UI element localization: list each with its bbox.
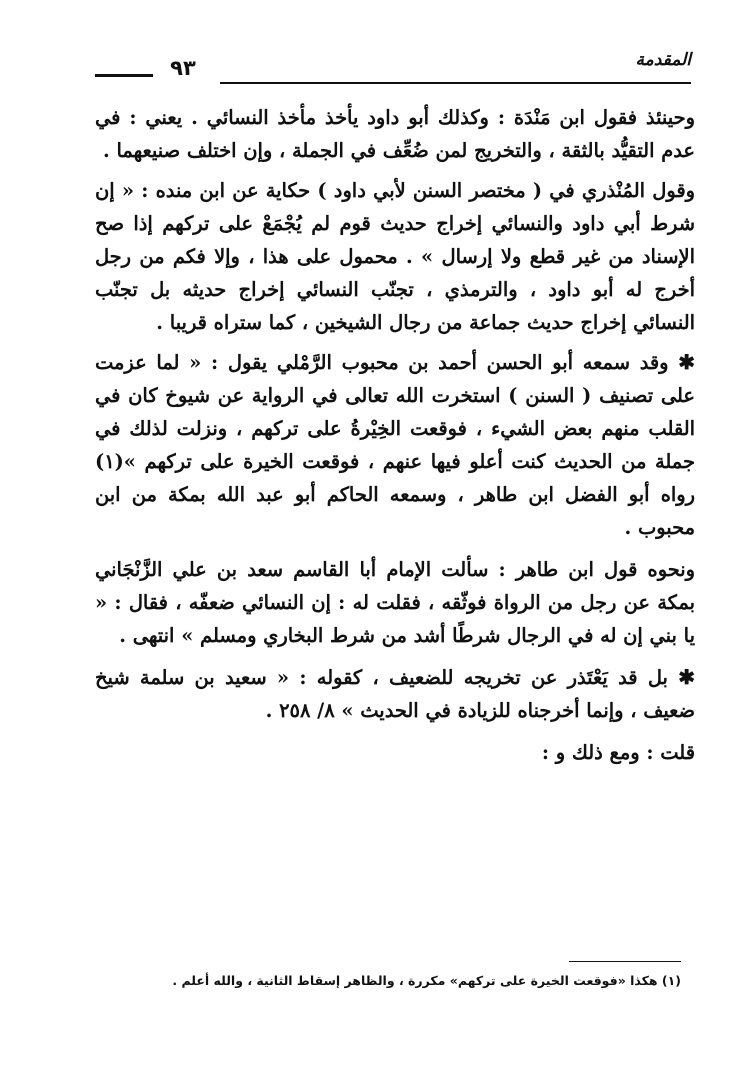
paragraph — [95, 661, 695, 727]
asterisk-icon: ✱ — [678, 350, 695, 374]
footnote: (١) هكذا «فوقعت الخيرة على تركهم» مكررة ، والظاهر إسقاط الثانية ، والله أعلم . — [172, 973, 681, 988]
paragraph-text: ونحوه قول ابن طاهر : سألت الإمام أبا القاسم سعد بن علي الزَّنْجَاني بمكة عن رجل من الرواة فوثّقه ، فقلت له : إن النسائي ضعفّه ، فقال : « يا بني إن له في الرجال شرطًا أشد من شرط البخاري ومسلم » انتهى . — [95, 558, 695, 647]
paragraph — [95, 346, 695, 544]
section-title: المقدمة — [635, 50, 691, 70]
page-number: ٩٣ — [170, 56, 196, 80]
main-text — [95, 101, 695, 776]
header-rule-left — [95, 74, 153, 77]
paragraph-text: وقد سمعه أبو الحسن أحمد بن محبوب الرَّمْلي يقول : « لما عزمت على تصنيف ( السنن ) استخرت الله تعالى في الرواية عن شيوخ كان في القلب منهم بعض الشيء ، فوقعت الخِيْرةُ على تركهم ، ونزلت لذلك في جملة من الحديث كنت أعلو فيها عنهم ، فوقعت الخيرة على تركهم »(١) رواه أبو الفضل ابن طاهر ، وسمعه الحاكم أبو عبد الله بمكة من ابن محبوب . — [95, 351, 695, 539]
paragraph-text: قلت : ومع ذلك و : — [541, 741, 695, 764]
page-header — [95, 40, 691, 90]
paragraph — [95, 736, 695, 769]
paragraph-text: بل قد يَعْتَذر عن تخريجه للضعيف ، كقوله : « سعيد بن سلمة شيخ ضعيف ، وإنما أخرجناه للزيادة في الحديث » ٨/ ٢٥٨ . — [95, 666, 695, 722]
header-rule-right — [220, 82, 691, 84]
paragraph — [95, 174, 695, 339]
paragraph-text: وحينئذ فقول ابن مَنْدَة : وكذلك أبو داود يأخذ مأخذ النسائي . يعني : في عدم التقيُّد بالثقة ، والتخريج لمن ضُعِّف في الجملة ، وإن اختلف صنيعهما . — [95, 106, 695, 162]
paragraph-text: وقول المُنْذري في ( مختصر السنن لأبي داود ) حكاية عن ابن منده : « إن شرط أبي داود والنسائي إخراج حديث قوم لم يُجْمَعْ على تركهم إذا صح الإسناد من غير قطع ولا إرسال » . محمول على هذا ، وإلا فكم من رجل أخرج له أبو داود ، والترمذي ، تجنّب النسائي إخراج حديثه بل تجنّب النسائي إخراج حديث جماعة من رجال الشيخين ، كما ستراه قريبا . — [95, 179, 695, 334]
asterisk-icon: ✱ — [678, 665, 695, 689]
paragraph — [95, 553, 695, 652]
paragraph — [95, 101, 695, 167]
footnote-divider — [569, 961, 681, 962]
